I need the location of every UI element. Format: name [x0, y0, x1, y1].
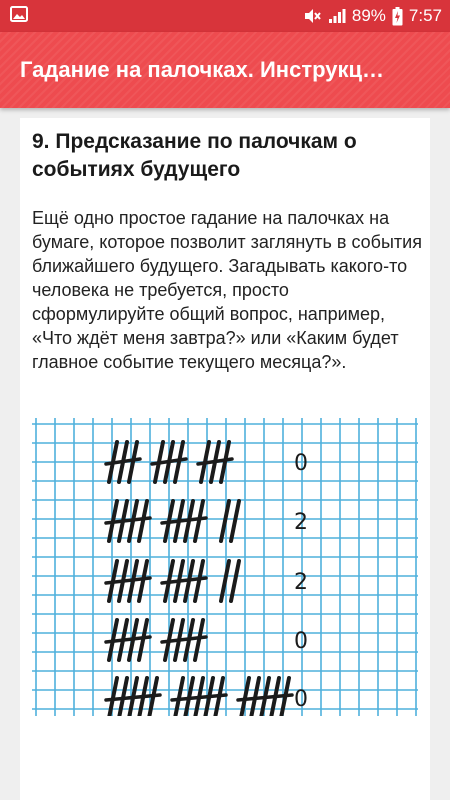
signal-icon [328, 8, 346, 24]
tally-grid-image [32, 418, 418, 716]
page-title: Гадание на палочках. Инструкц… [20, 57, 385, 82]
battery-charging-icon [392, 7, 403, 26]
section-body-text: Ещё одно простое гадание на палочках на бумаге, которое позволит заглянуть в события ближайшего будущего. Загадывать какого-то человека не требуется, просто сформулируйте общий вопрос, например, «Что ждёт меня завтра?» или «Каким будет главное событие текущего месяца?». [32, 208, 422, 372]
gallery-icon [10, 6, 28, 27]
tally-remainder: 0 [294, 451, 308, 476]
mute-icon [302, 7, 322, 25]
clock: 7:57 [408, 6, 442, 25]
tally-remainder: 2 [294, 510, 308, 535]
article-card [20, 118, 430, 800]
battery-percent: 89% [351, 6, 386, 25]
tally-remainder: 2 [294, 570, 308, 595]
status-bar [0, 0, 450, 32]
tally-remainder: 0 [294, 687, 308, 712]
tally-sticks-illustration [32, 418, 418, 716]
tally-remainder: 0 [294, 629, 308, 654]
app-bar [0, 32, 450, 108]
section-heading: 9. Предсказание по палочкам о событиях будущего [32, 130, 357, 181]
